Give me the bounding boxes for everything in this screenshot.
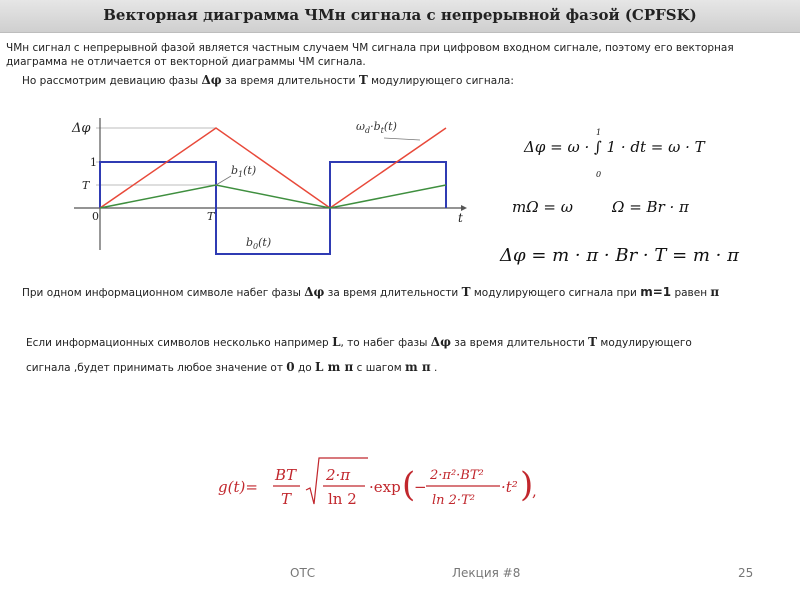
one-symbol-mid: за время длительности <box>324 287 462 299</box>
formula-omega-br: Ω = Br · π <box>612 198 689 216</box>
gauss-tail: ·t² <box>501 478 518 496</box>
one-symbol-sym: Δφ <box>304 285 325 299</box>
y-axis-label: Δφ <box>72 121 91 136</box>
multi-l1-post: модулирующего <box>597 337 692 349</box>
multi-Lmpi: L m π <box>315 360 354 374</box>
phase-deviation-line <box>22 73 782 88</box>
tick-zero: 0 <box>92 210 99 223</box>
gauss-minus: − <box>414 478 427 496</box>
multi-l2-post: . <box>430 362 438 374</box>
label-wd-bt: $\omega_d\cdot b_t(t)$ <box>356 120 397 135</box>
formula-phase-result: Δφ = m · π · Br · T = m · π <box>500 245 739 266</box>
multi-l2-pre: сигнала ,будет принимать любое значение от <box>26 362 287 374</box>
green-triangle-wave <box>100 185 446 208</box>
one-symbol-line <box>22 285 782 300</box>
footer-left: ОТС <box>290 566 316 580</box>
title-bar <box>0 0 800 33</box>
one-symbol-pi: π <box>710 285 720 299</box>
tick-T-y: T <box>82 179 90 192</box>
gauss-open-paren: ( <box>402 465 416 505</box>
label-b0: $b_0(t)$ <box>246 236 272 251</box>
footer-center: Лекция #8 <box>452 566 521 580</box>
multi-T: T <box>588 335 598 349</box>
phase-dev-T: T <box>358 73 368 87</box>
leader-wd <box>384 138 420 140</box>
one-symbol-pre: При одном информационном символе набег фазы <box>22 287 305 299</box>
formula-m-omega: mΩ = ω <box>512 198 573 216</box>
page-number: 25 <box>738 566 754 580</box>
gauss-comma: , <box>532 482 537 500</box>
gauss-frac1-num: BT <box>275 466 297 484</box>
gauss-frac1-den: T <box>281 490 292 508</box>
formula-phase-integral-text: Δφ = ω · ∫ 1 · dt = ω · T <box>524 138 705 156</box>
gauss-exp: ·exp <box>369 478 401 496</box>
integral-lower-limit: 0 <box>596 170 602 179</box>
phase-dev-symbol: Δφ <box>201 73 222 87</box>
multi-mpi: m π <box>405 360 431 374</box>
formula-phase-integral <box>524 138 705 156</box>
gauss-frac2-num: 2·π <box>326 466 351 484</box>
one-symbol-m: m=1 <box>640 285 672 299</box>
multi-l2-mid: до <box>294 362 316 374</box>
multi-l1-mid: , то набег фазы <box>340 337 431 349</box>
x-axis-label: t <box>458 211 463 225</box>
multi-zero: 0 <box>286 360 295 374</box>
phase-dev-post: модулирующего сигнала: <box>367 75 514 87</box>
gauss-close-paren: ) <box>520 465 534 505</box>
integral-upper-limit: 1 <box>596 128 602 137</box>
slide-title: Векторная диаграмма ЧМн сигнала с непрерывной фазой (CPFSK) <box>103 6 697 24</box>
gauss-frac3-num: 2·π²·BT² <box>430 468 484 483</box>
gauss-lhs: g(t)= <box>218 478 258 496</box>
phase-diagram <box>66 108 478 260</box>
multi-l1-pre: Если информационных символов несколько например <box>26 337 333 349</box>
tick-one: 1 <box>90 156 97 169</box>
multi-symbol-paragraph <box>26 330 786 380</box>
one-symbol-mid3: равен <box>671 287 711 299</box>
tick-T-x: T <box>207 210 215 223</box>
leader-b1 <box>216 176 231 185</box>
multi-sym: Δφ <box>430 335 451 349</box>
phase-dev-mid: за время длительности <box>221 75 359 87</box>
phase-dev-pre: Но рассмотрим девиацию фазы <box>22 75 202 87</box>
multi-l1-mid2: за время длительности <box>450 337 589 349</box>
multi-l2-mid2: с шагом <box>353 362 405 374</box>
gauss-frac3-den: ln 2·T² <box>432 493 475 508</box>
label-b1: $b_1(t)$ <box>231 164 257 179</box>
gauss-frac2-den: ln 2 <box>328 490 357 508</box>
one-symbol-mid2: модулирующего сигнала при <box>470 287 641 299</box>
intro-paragraph: ЧМн сигнал с непрерывной фазой является частным случаем ЧМ сигнала при цифровом входном сигнале, поэтому его векторная диаграмма не отличается от векторной диаграммы ЧМ сигнала. <box>6 42 734 68</box>
gaussian-formula <box>218 452 538 520</box>
multi-L: L <box>332 335 341 349</box>
one-symbol-T: T <box>461 285 471 299</box>
